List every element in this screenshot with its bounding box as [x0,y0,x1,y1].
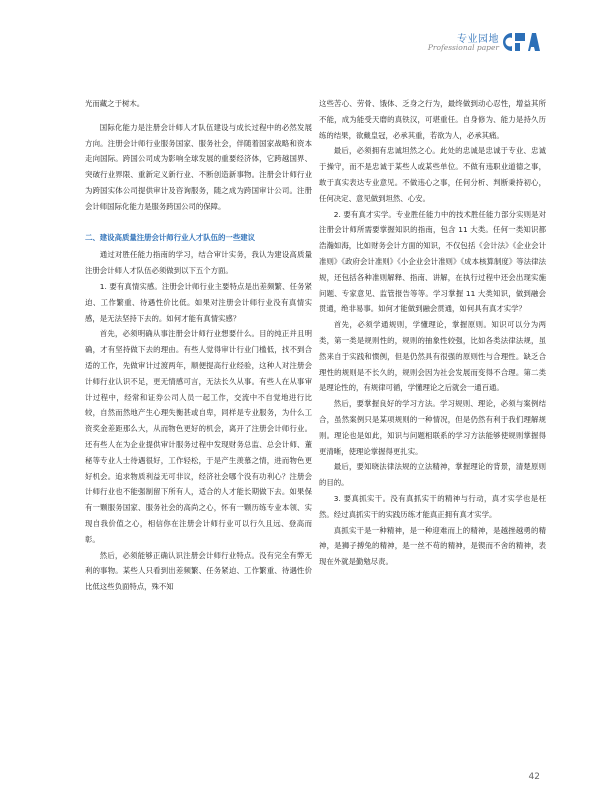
paragraph: 首先，必须学通规则，学懂理论，掌握原则。知识可以分为两类，第一类是规则性的，规则的抽象性较强，比如各类法律法规，虽然来自于实践和惯例，但是仍然具有很强的原则性与合理性。缺乏合理性的规则是不长久的，规则会因为社会发展而变得不合理。第二类是理论性的，有规律可循，学懂理论之后就会一通百通。 [319,320,546,393]
paragraph: 光而藏之于树木。 [85,99,145,108]
section-title: 专业园地 [457,34,499,45]
paragraph: 国际化能力是注册会计师人才队伍建设与成长过程中的必然发展方向。注册会计师行业服务国家、服务社会，伴随着国家战略和资本走向国际。跨国公司成为影响全球发展的重要经济体，它跨越国界、突破行业界限、重新定义新行业、不断创造新事物。注册会计师行业为跨国实体公司提供审计及咨询服务，随之成为跨国审计公司。注册会计师国际化能力是服务跨国公司的保障。 [85,122,312,211]
paragraph: 2. 要有真才实学。专业胜任能力中的技术胜任能力部分实则是对注册会计师所需要掌握知识的指南，包含 11 大类。任何一类知识都浩瀚如海，比如财务会计方面的知识，不仅包括《会计法》《企业会计准则》《政府会计准则》《小企业会计准则》《成本核算制度》等法律法规，还包括各种准则解释、指南、讲解，在执行过程中还会出现实施问题、专家意见、监管报告等等。学习掌握 11 大类知识，做到融会贯通，绝非易事。如何才能做到融会贯通，如何具有真才实学？ [319,209,546,314]
paragraph: 然后，必须能够正确认识注册会计师行业特点。没有完全有弊无利的事物。某些人只看到出差频繁、任务紧迫、工作繁重、待遇性价比低这些负面特点，殊不知 [85,550,312,592]
paragraph: 通过对胜任能力指南的学习，结合审计实务，我认为建设高质量注册会计师人才队伍必须做到以下五个方面。 [85,250,312,276]
paragraph: 首先，必须明确从事注册会计师行业想要什么。目的纯正并且明确，才有坚持做下去的理由。有些人觉得审计行业门槛低，找不到合适的工作，先做审计过渡两年，顺便提高行业经验，这种人对注册会计师行业认识不足，更无情感可言，无法长久从事。有些人在从事审计过程中，经常和证券公司人员一起工作，交流中不自觉地进行比较，自然而然地产生心理失衡甚或自卑，同样是专业服务，为什么工资奖金差距那么大，从而物色更好的机会，离开了注册会计师行业。还有些人在为企业提供审计服务过程中发现财务总监、总会计师、董秘等专业人士待遇很好，工作轻松，于是产生羡慕之情，进而物色更好机会。追求物质利益无可非议，经济社会哪个没有功利心？注册会计师行业也不能强制留下所有人，适合的人才能长期做下去。如果保有一颗服务国家、服务社会的高尚之心，怀有一颗历练专业本领、实现自我价值之心，相信你在注册会计师行业可以行久且远、登高而彰。 [85,329,312,544]
paragraph: 最后，必须拥有忠诚坦然之心。此处的忠诚是忠诚于专业、忠诚于操守，而不是忠诚于某些人或某些单位。不做有违职业道德之事，敢于真实表达专业意见。不做违心之事，任何分析、判断秉持初心，任何决定、意见做到坦然、心安。 [319,146,546,203]
left-column [85,96,312,595]
page-number: 42 [528,772,540,782]
paragraph: 真抓实干是一种精神，是一种迎难而上的精神，是越挫越勇的精神，是狮子搏兔的精神，是一丝不苟的精神，是锲而不舍的精神，表现在外就是勤勉尽责。 [319,525,546,567]
page-header [0,0,595,70]
paragraph: 3. 要真抓实干。没有真抓实干的精神与行动，真才实学也是枉然。经过真抓实干的实践历练才能真正拥有真才实学。 [319,493,546,519]
section-heading: 二、建设高质量注册会计师行业人才队伍的一些建议 [85,232,255,242]
cpa-logo-icon [502,28,540,56]
section-subtitle: Professional paper [427,43,499,52]
paragraph: 最后，要知晓法律法规的立法精神，掌握理论的背景，清楚原则的目的。 [319,462,546,488]
paragraph: 然后，要掌握良好的学习方法。学习规则、理论，必须与案例结合，虽然案例只是某项规则的一种情况，但是仍然有利于我们理解规则。理论也是如此，知识与问题相联系的学习方法能够使规则掌握得更清晰，使理论掌握得更扎实。 [319,399,546,456]
right-column [319,96,546,570]
paragraph: 这些苦心、劳骨、饿体、乏身之行为，最终做到动心忍性，增益其所不能，成为能受天磨的真铁汉，可堪重任。自身修为、能力是持久历练的结果，欲戴皇冠，必承其重，若欲为人，必承其痛。 [319,99,546,140]
paragraph: 1. 要有真情实感。注册会计师行业主要特点是出差频繁、任务紧迫、工作繁重、待遇性价比低。如果对注册会计师行业没有真情实感，是无法坚持下去的。如何才能有真情实感？ [85,281,312,323]
